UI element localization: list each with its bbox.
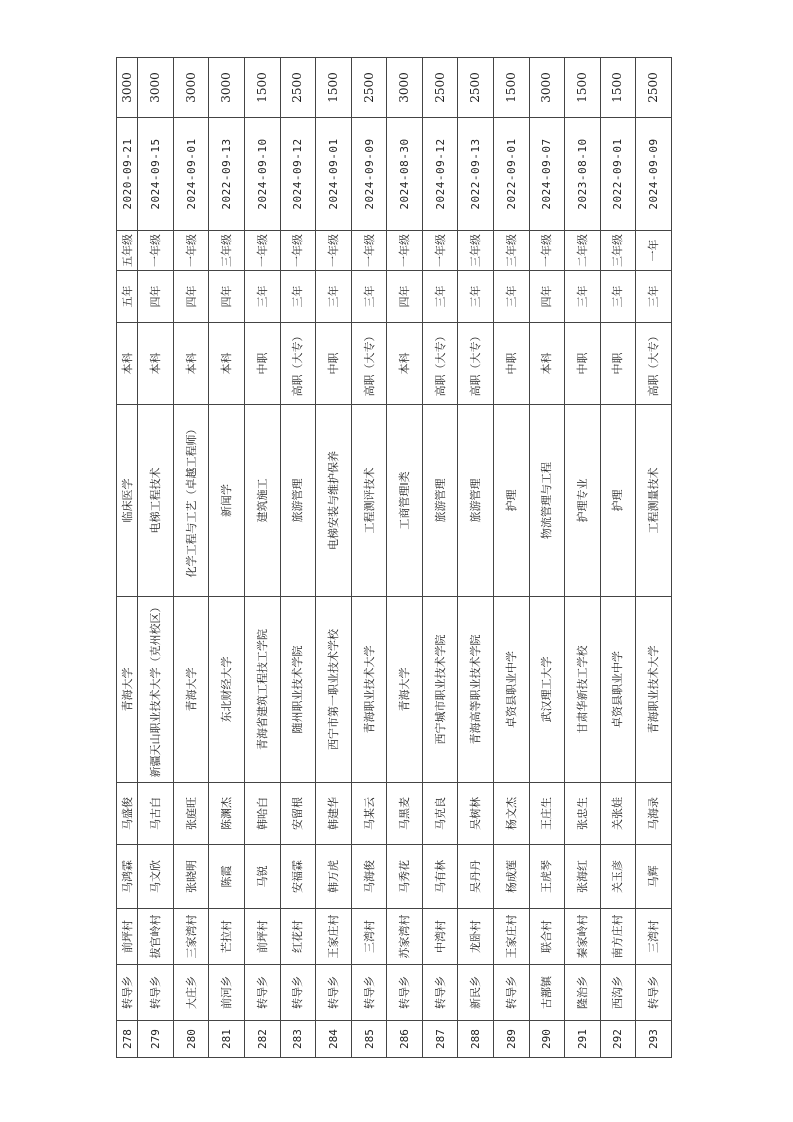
grade-cell: 一年级 [529, 231, 565, 271]
enroll-date-cell: 2024-09-09 [636, 118, 672, 231]
student-name-cell: 吴丹丹 [458, 845, 494, 909]
table-row [600, 58, 636, 1058]
student-name-cell: 陈霞 [209, 845, 245, 909]
duration-cell: 四年 [209, 271, 245, 323]
village-cell: 三湾村 [636, 909, 672, 965]
guardian-name-cell: 马某云 [351, 783, 387, 845]
guardian-name-cell: 张忠生 [565, 783, 601, 845]
village-cell: 王家庄村 [493, 909, 529, 965]
grade-cell: 三年级 [209, 231, 245, 271]
school-cell: 青海高等职业技术学院 [458, 597, 494, 783]
town-cell: 古鄯镇 [529, 965, 565, 1021]
row-number: 286 [387, 1021, 423, 1058]
grade-cell: 五年级 [117, 231, 138, 271]
table-row [209, 58, 245, 1058]
level-cell: 本科 [529, 323, 565, 405]
amount-cell: 1500 [493, 58, 529, 118]
duration-cell: 三年 [245, 271, 281, 323]
row-number: 281 [209, 1021, 245, 1058]
town-cell: 大庄乡 [173, 965, 209, 1021]
duration-cell: 三年 [316, 271, 352, 323]
guardian-name-cell: 杨文杰 [493, 783, 529, 845]
table-row [117, 58, 138, 1058]
major-cell: 物流管理与工程 [529, 405, 565, 597]
major-cell: 工程测评技术 [351, 405, 387, 597]
row-number: 280 [173, 1021, 209, 1058]
village-cell: 联合村 [529, 909, 565, 965]
row-number: 279 [138, 1021, 174, 1058]
guardian-name-cell: 安留根 [280, 783, 316, 845]
enroll-date-cell: 2020-09-21 [117, 118, 138, 231]
guardian-name-cell: 韩建华 [316, 783, 352, 845]
level-cell: 本科 [138, 323, 174, 405]
major-cell: 化学工程与工艺（卓越工程师） [173, 405, 209, 597]
school-cell: 新疆天山职业技术大学（克州校区） [138, 597, 174, 783]
enroll-date-cell: 2024-09-12 [280, 118, 316, 231]
table-row [245, 58, 281, 1058]
duration-cell: 四年 [173, 271, 209, 323]
school-cell: 青海大学 [387, 597, 423, 783]
school-cell: 卓资县职业中学 [600, 597, 636, 783]
major-cell: 电梯安装与维护保养 [316, 405, 352, 597]
amount-cell: 2500 [351, 58, 387, 118]
enroll-date-cell: 2024-09-12 [422, 118, 458, 231]
amount-cell: 3000 [387, 58, 423, 118]
enroll-date-cell: 2024-09-01 [173, 118, 209, 231]
table-body [117, 58, 672, 1058]
level-cell: 本科 [173, 323, 209, 405]
major-cell: 护理 [493, 405, 529, 597]
enroll-date-cell: 2022-09-01 [600, 118, 636, 231]
table-row [387, 58, 423, 1058]
table-row [351, 58, 387, 1058]
guardian-name-cell: 张庭旺 [173, 783, 209, 845]
amount-cell: 2500 [280, 58, 316, 118]
major-cell: 电梯工程技术 [138, 405, 174, 597]
school-cell: 西宁城市职业技术学院 [422, 597, 458, 783]
major-cell: 临床医学 [117, 405, 138, 597]
duration-cell: 三年 [636, 271, 672, 323]
grade-cell: 一年级 [351, 231, 387, 271]
guardian-name-cell: 韩哈白 [245, 783, 281, 845]
grade-cell: 三年级 [600, 231, 636, 271]
town-cell: 转导乡 [245, 965, 281, 1021]
major-cell: 旅游管理 [422, 405, 458, 597]
level-cell: 中职 [316, 323, 352, 405]
row-number: 285 [351, 1021, 387, 1058]
village-cell: 南方庄村 [600, 909, 636, 965]
duration-cell: 五年 [117, 271, 138, 323]
school-cell: 西宁市第一职业技术学校 [316, 597, 352, 783]
student-name-cell: 马文欣 [138, 845, 174, 909]
enroll-date-cell: 2024-09-10 [245, 118, 281, 231]
row-number: 293 [636, 1021, 672, 1058]
table-row [565, 58, 601, 1058]
level-cell: 本科 [209, 323, 245, 405]
duration-cell: 四年 [529, 271, 565, 323]
town-cell: 转导乡 [387, 965, 423, 1021]
amount-cell: 1500 [600, 58, 636, 118]
amount-cell: 3000 [173, 58, 209, 118]
major-cell: 护理 [600, 405, 636, 597]
table-row [458, 58, 494, 1058]
table-row [493, 58, 529, 1058]
student-name-cell: 马有林 [422, 845, 458, 909]
grade-cell: 一年级 [422, 231, 458, 271]
table-row [422, 58, 458, 1058]
village-cell: 三家湾村 [173, 909, 209, 965]
major-cell: 旅游管理 [458, 405, 494, 597]
major-cell: 新闻学 [209, 405, 245, 597]
student-name-cell: 马辉 [636, 845, 672, 909]
guardian-name-cell: 王庄生 [529, 783, 565, 845]
level-cell: 高职（大专） [280, 323, 316, 405]
level-cell: 中职 [600, 323, 636, 405]
table-row [280, 58, 316, 1058]
rotated-table-page [116, 58, 672, 1058]
row-number: 289 [493, 1021, 529, 1058]
guardian-name-cell: 马黑麦 [387, 783, 423, 845]
student-name-cell: 马锐 [245, 845, 281, 909]
row-number: 292 [600, 1021, 636, 1058]
village-cell: 龙卧村 [458, 909, 494, 965]
school-cell: 青海大学 [173, 597, 209, 783]
school-cell: 武汉理工大学 [529, 597, 565, 783]
town-cell: 转导乡 [316, 965, 352, 1021]
level-cell: 高职（大专） [636, 323, 672, 405]
guardian-name-cell: 关张娃 [600, 783, 636, 845]
town-cell: 转导乡 [636, 965, 672, 1021]
town-cell: 转导乡 [117, 965, 138, 1021]
student-name-cell: 韩万虎 [316, 845, 352, 909]
duration-cell: 四年 [387, 271, 423, 323]
duration-cell: 三年 [351, 271, 387, 323]
grade-cell: 一年 [636, 231, 672, 271]
grade-cell: 三年级 [493, 231, 529, 271]
school-cell: 青海职业技术大学 [351, 597, 387, 783]
table-row [173, 58, 209, 1058]
amount-cell: 1500 [565, 58, 601, 118]
town-cell: 新民乡 [458, 965, 494, 1021]
student-name-cell: 张晓明 [173, 845, 209, 909]
major-cell: 建筑施工 [245, 405, 281, 597]
amount-cell: 1500 [316, 58, 352, 118]
level-cell: 高职（大专） [351, 323, 387, 405]
enroll-date-cell: 2024-09-07 [529, 118, 565, 231]
major-cell: 旅游管理 [280, 405, 316, 597]
duration-cell: 三年 [493, 271, 529, 323]
village-cell: 三湾村 [351, 909, 387, 965]
guardian-name-cell: 马海录 [636, 783, 672, 845]
row-number: 291 [565, 1021, 601, 1058]
enroll-date-cell: 2022-09-13 [458, 118, 494, 231]
school-cell: 随州职业技术学院 [280, 597, 316, 783]
enroll-date-cell: 2024-09-09 [351, 118, 387, 231]
duration-cell: 三年 [458, 271, 494, 323]
village-cell: 苏家湾村 [387, 909, 423, 965]
duration-cell: 三年 [600, 271, 636, 323]
level-cell: 本科 [117, 323, 138, 405]
village-cell: 前坪村 [245, 909, 281, 965]
town-cell: 转导乡 [138, 965, 174, 1021]
duration-cell: 三年 [280, 271, 316, 323]
level-cell: 高职（大专） [422, 323, 458, 405]
table-row [636, 58, 672, 1058]
amount-cell: 1500 [245, 58, 281, 118]
student-name-cell: 关玉彦 [600, 845, 636, 909]
amount-cell: 3000 [209, 58, 245, 118]
level-cell: 本科 [387, 323, 423, 405]
town-cell: 转导乡 [280, 965, 316, 1021]
school-cell: 青海省建筑工程技工学院 [245, 597, 281, 783]
level-cell: 中职 [245, 323, 281, 405]
student-name-cell: 马秀花 [387, 845, 423, 909]
student-name-cell: 安福霖 [280, 845, 316, 909]
grade-cell: 一年级 [138, 231, 174, 271]
duration-cell: 三年 [565, 271, 601, 323]
amount-cell: 3000 [529, 58, 565, 118]
grade-cell: 一年级 [387, 231, 423, 271]
town-cell: 转导乡 [493, 965, 529, 1021]
row-number: 287 [422, 1021, 458, 1058]
grade-cell: 三年级 [458, 231, 494, 271]
amount-cell: 3000 [138, 58, 174, 118]
table-row [316, 58, 352, 1058]
enroll-date-cell: 2022-09-01 [493, 118, 529, 231]
guardian-name-cell: 吴树林 [458, 783, 494, 845]
guardian-name-cell: 马古白 [138, 783, 174, 845]
enroll-date-cell: 2023-08-10 [565, 118, 601, 231]
amount-cell: 3000 [117, 58, 138, 118]
level-cell: 中职 [493, 323, 529, 405]
row-number: 290 [529, 1021, 565, 1058]
row-number: 278 [117, 1021, 138, 1058]
subsidy-table [116, 57, 672, 1058]
grade-cell: 一年级 [316, 231, 352, 271]
enroll-date-cell: 2024-08-30 [387, 118, 423, 231]
student-name-cell: 马海俊 [351, 845, 387, 909]
major-cell: 护理专业 [565, 405, 601, 597]
row-number: 282 [245, 1021, 281, 1058]
major-cell: 工程测量技术 [636, 405, 672, 597]
school-cell: 青海大学 [117, 597, 138, 783]
grade-cell: 一年级 [173, 231, 209, 271]
school-cell: 甘肃华新技工学校 [565, 597, 601, 783]
enroll-date-cell: 2024-09-01 [316, 118, 352, 231]
village-cell: 中湾村 [422, 909, 458, 965]
row-number: 284 [316, 1021, 352, 1058]
guardian-name-cell: 马盛俊 [117, 783, 138, 845]
town-cell: 西沟乡 [600, 965, 636, 1021]
guardian-name-cell: 陈渊杰 [209, 783, 245, 845]
student-name-cell: 杨成莲 [493, 845, 529, 909]
guardian-name-cell: 马克良 [422, 783, 458, 845]
village-cell: 前坪村 [117, 909, 138, 965]
village-cell: 王家庄村 [316, 909, 352, 965]
school-cell: 青海职业技术大学 [636, 597, 672, 783]
school-cell: 东北财经大学 [209, 597, 245, 783]
student-name-cell: 马鸿霖 [117, 845, 138, 909]
table-row [138, 58, 174, 1058]
grade-cell: 一年级 [280, 231, 316, 271]
school-cell: 卓资县职业中学 [493, 597, 529, 783]
enroll-date-cell: 2024-09-15 [138, 118, 174, 231]
village-cell: 芒拉村 [209, 909, 245, 965]
village-cell: 秦家岭村 [565, 909, 601, 965]
grade-cell: 二年级 [565, 231, 601, 271]
level-cell: 中职 [565, 323, 601, 405]
grade-cell: 一年级 [245, 231, 281, 271]
level-cell: 高职（大专） [458, 323, 494, 405]
row-number: 283 [280, 1021, 316, 1058]
enroll-date-cell: 2022-09-13 [209, 118, 245, 231]
town-cell: 转导乡 [422, 965, 458, 1021]
town-cell: 转导乡 [351, 965, 387, 1021]
table-row [529, 58, 565, 1058]
village-cell: 红花村 [280, 909, 316, 965]
duration-cell: 三年 [422, 271, 458, 323]
village-cell: 拔官岭村 [138, 909, 174, 965]
amount-cell: 2500 [458, 58, 494, 118]
town-cell: 前河乡 [209, 965, 245, 1021]
student-name-cell: 张海红 [565, 845, 601, 909]
amount-cell: 2500 [636, 58, 672, 118]
amount-cell: 2500 [422, 58, 458, 118]
major-cell: 工商管理Ⅰ类 [387, 405, 423, 597]
student-name-cell: 王虎琴 [529, 845, 565, 909]
town-cell: 隆治乡 [565, 965, 601, 1021]
row-number: 288 [458, 1021, 494, 1058]
duration-cell: 四年 [138, 271, 174, 323]
